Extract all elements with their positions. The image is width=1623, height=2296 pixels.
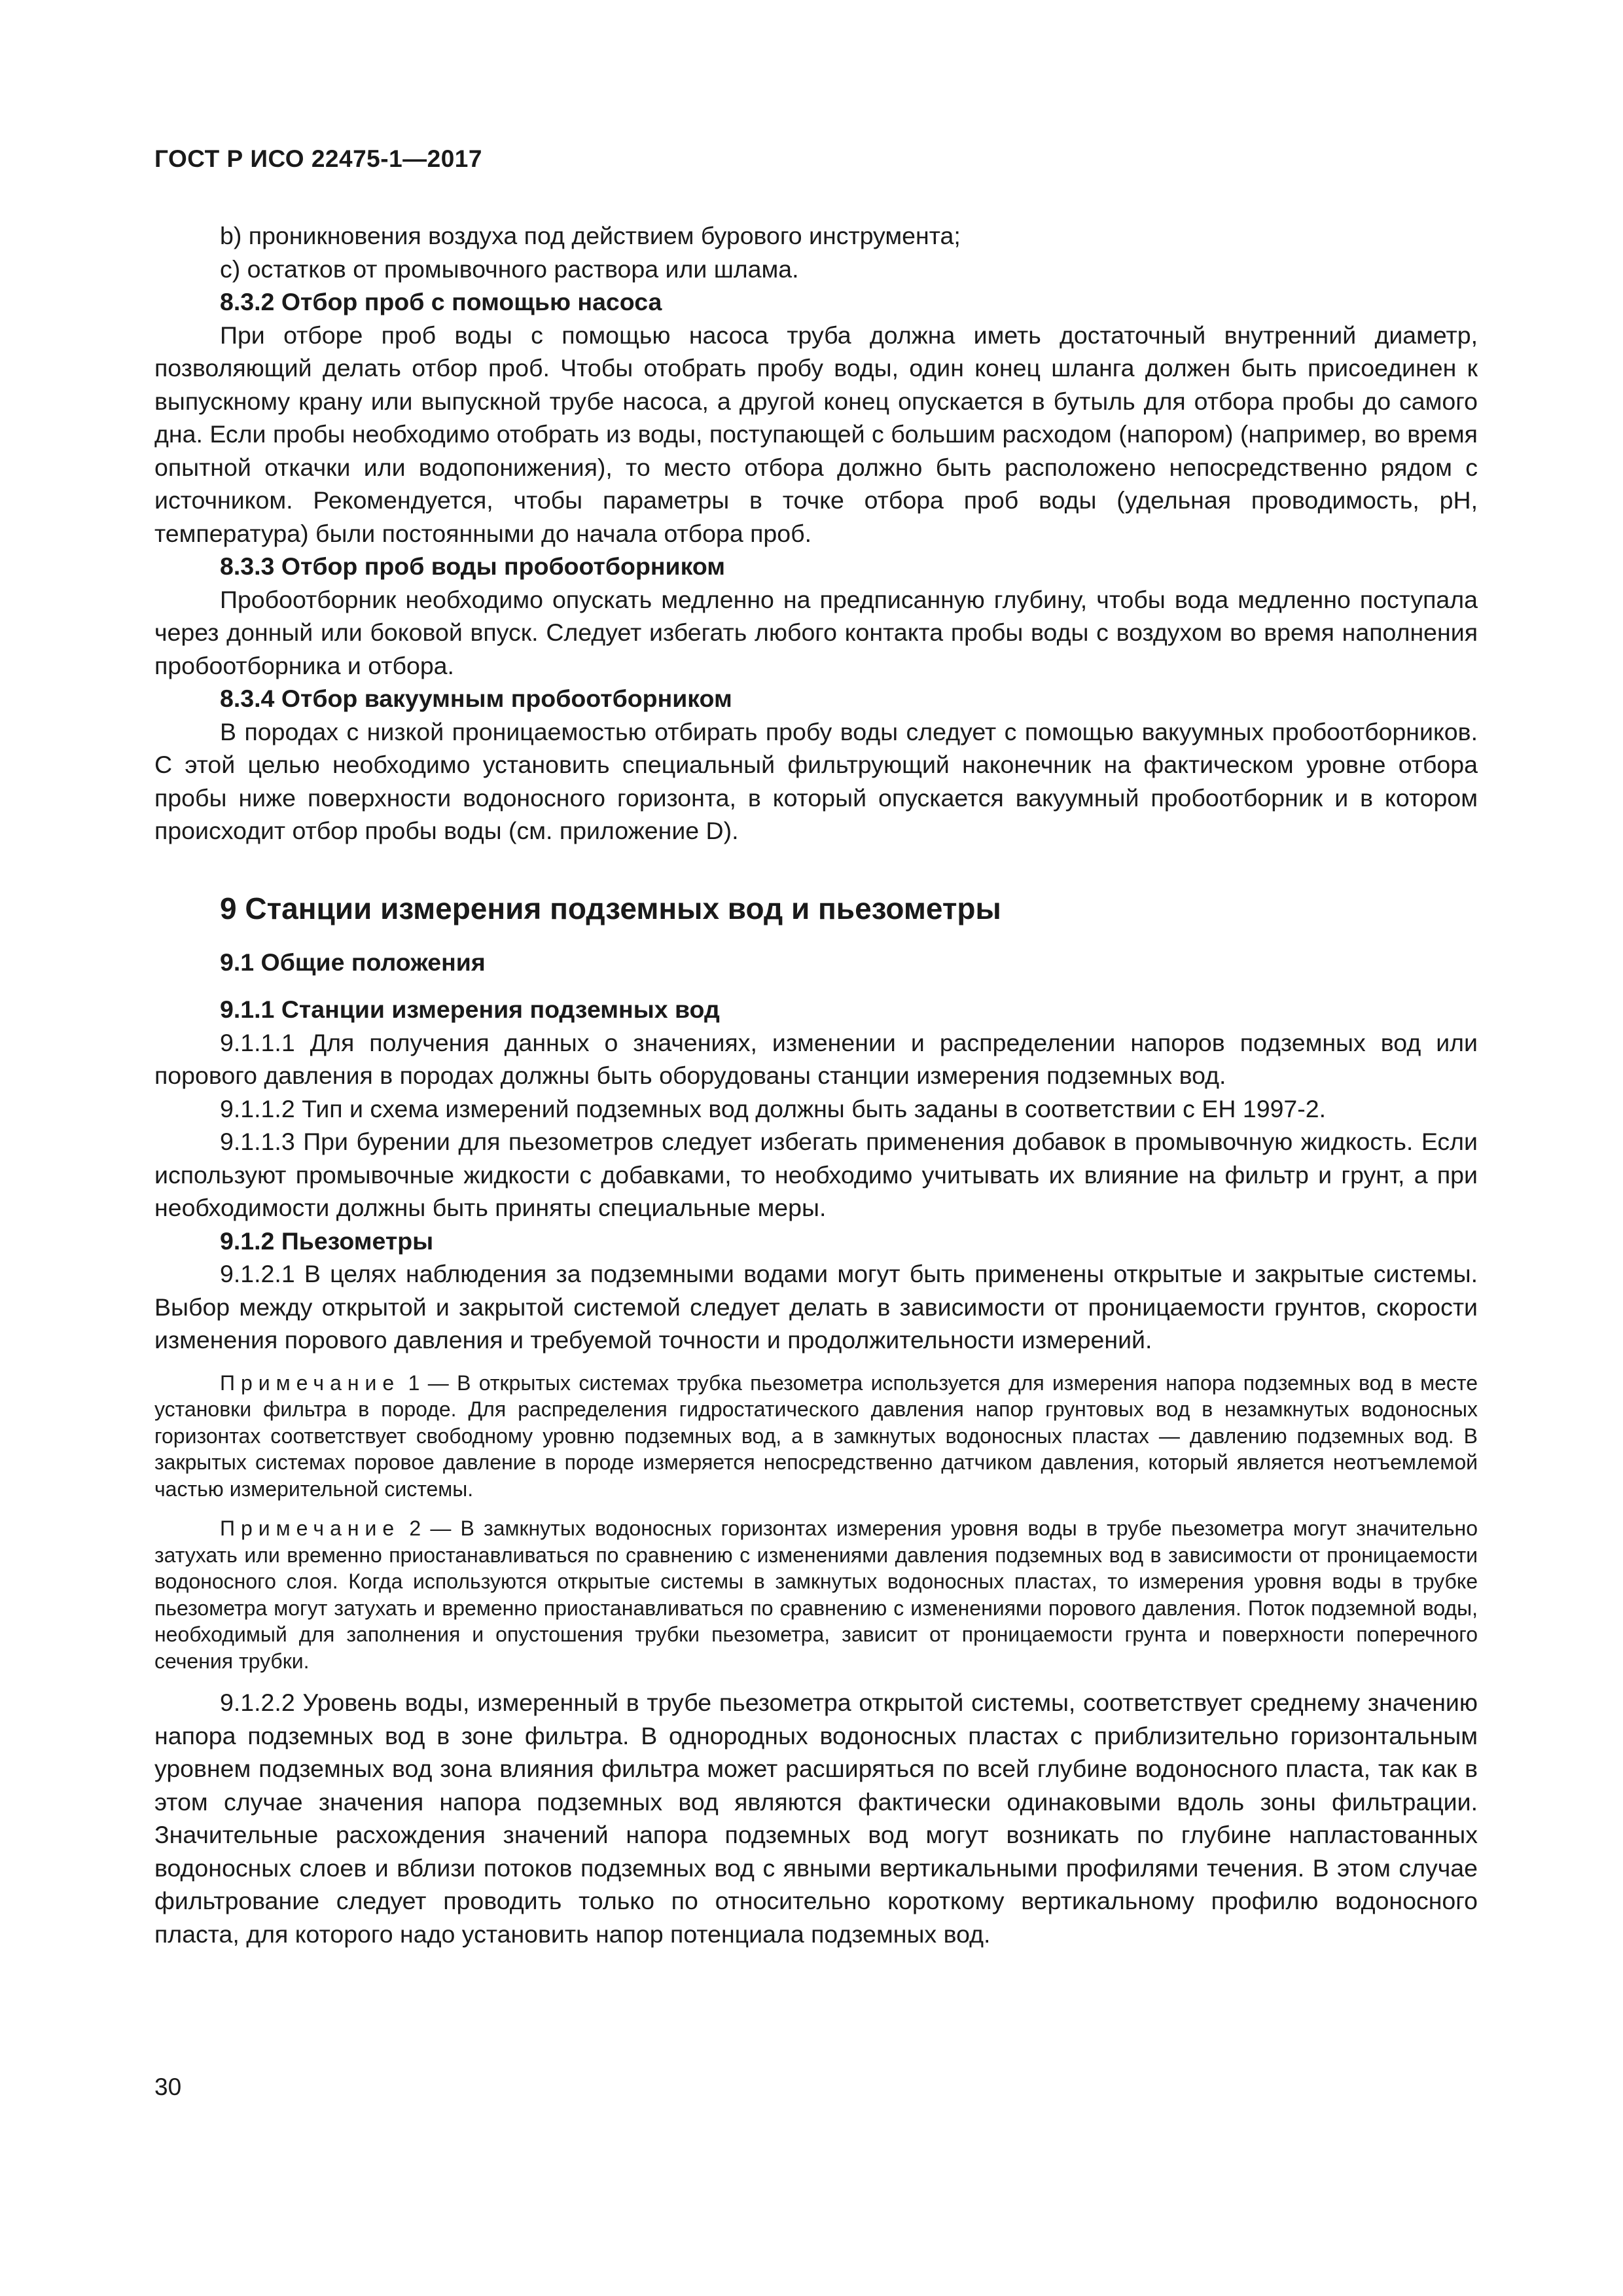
heading-8-3-2: 8.3.2 Отбор проб с помощью насоса bbox=[220, 288, 662, 315]
paragraph-9-1-1-1: 9.1.1.1 Для получения данных о значениях, изменении и распределении напоров подземных вод или порового давления в породах должны быть оборудованы станции измерения подземных вод. bbox=[154, 1028, 1478, 1089]
document-body bbox=[154, 219, 1478, 1950]
heading-9-1-1: 9.1.1 Станции измерения подземных вод bbox=[220, 996, 720, 1023]
paragraph-9-1-2-2: 9.1.2.2 Уровень воды, измеренный в трубе пьезометра открытой системы, соответствует среднему значению напора подземных вод в зоне фильтра. В однородных водоносных пластах с приблизительно горизонтальным уровнем подземных вод зона влияния фильтра может расширяться по всей глубине водоносного пласта, так как в этом случае значения напора подземных вод являются фактически одинаковыми вдоль зоны фильтрации. Значительные расхождения значений напора подземных вод могут возникать по глубине напластованных водоносных слоев и вблизи потоков подземных вод с явными вертикальными профилями течения. В этом случае фильтрование следует проводить только по относительно короткому вертикальному профилю водоносного пласта, для которого надо установить напор потенциала подземных вод. bbox=[154, 1689, 1478, 1948]
subsection-title-9-1: 9.1 Общие положения bbox=[220, 948, 486, 976]
paragraph-8-3-2: При отборе проб воды с помощью насоса труба должна иметь достаточный внутренний диаметр, позволяющий делать отбор проб. Чтобы отобрать пробу воды, один конец шланга должен быть присоединен к выпускному крану или выпускной трубе насоса, а другой конец опускается в бутыль для отбора пробы до самого дна. Если пробы необходимо отобрать из воды, поступающей с большим расходом (напором) (например, во время опытной откачки или водопонижения), то место отбора должно быть расположено непосредственно рядом с источником. Рекомендуется, чтобы параметры в точке отбора проб воды (удельная проводимость, pH, температура) были постоянными до начала отбора проб. bbox=[154, 321, 1478, 547]
paragraph-9-1-1-3: 9.1.1.3 При бурении для пьезометров следует избегать применения добавок в промывочную жидкость. Если используют промывочные жидкости с добавками, то необходимо учитывать их влияние на фильтр и грунт, а при необходимости должны быть приняты специальные меры. bbox=[154, 1128, 1478, 1221]
heading-8-3-4: 8.3.4 Отбор вакуумным пробоотборником bbox=[220, 685, 732, 712]
list-item-c: c) остатков от промывочного раствора или шлама. bbox=[220, 255, 799, 283]
list-item-b: b) проникновения воздуха под действием бурового инструмента; bbox=[220, 222, 961, 249]
note-1 bbox=[154, 1370, 1478, 1503]
note-2 bbox=[154, 1515, 1478, 1674]
document-header: ГОСТ Р ИСО 22475-1—2017 bbox=[154, 145, 482, 172]
note-1-label: Примечание bbox=[220, 1371, 401, 1395]
paragraph-8-3-3: Пробоотборник необходимо опускать медленно на предписанную глубину, чтобы вода медленно поступала через донный или боковой впуск. Следует избегать любого контакта пробы воды с воздухом во время наполнения пробоотборника и отбора. bbox=[154, 585, 1478, 679]
note-2-label: Примечание bbox=[220, 1516, 401, 1540]
heading-8-3-3: 8.3.3 Отбор проб воды пробоотборником bbox=[220, 552, 725, 580]
note-2-text: 2 — В замкнутых водоносных горизонтах измерения уровня воды в трубе пьезометра могут значительно затухать или временно приостанавливаться по сравнению с изменениями давления подземных вод в зависимости от проницаемости водоносного слоя. Когда используются открытые системы в замкнутых водоносных пластах, то измерения уровня воды в трубке пьезометра могут затухать и временно приостанавливаться по сравнению с изменениями порового давления. Поток подземной воды, необходимый для заполнения и опустошения трубки пьезометра, зависит от проницаемости грунта и поверхности поперечного сечения трубки. bbox=[154, 1516, 1478, 1673]
paragraph-9-1-1-2: 9.1.1.2 Тип и схема измерений подземных вод должны быть заданы в соответствии с ЕН 1997-2. bbox=[220, 1094, 1327, 1122]
section-title-9: 9 Станции измерения подземных вод и пьезометры bbox=[220, 891, 1001, 925]
paragraph-9-1-2-1: 9.1.2.1 В целях наблюдения за подземными водами могут быть применены открытые и закрытые системы. Выбор между открытой и закрытой системой следует делать в зависимости от проницаемости грунтов, скорости изменения порового давления и требуемой точности и продолжительности измерений. bbox=[154, 1260, 1478, 1354]
note-1-text: 1 — В открытых системах трубка пьезометра используется для измерения напора подземных вод в месте установки фильтра в породе. Для распределения гидростатического давления напор грунтовых вод в незамкнутых водоносных горизонтах соответствует свободному уровню подземных вод, а в замкнутых водоносных пластах — давлению подземных вод. В закрытых системах поровое давление в породе измеряется непосредственно датчиком давления, который является неотъемлемой частью измерительной системы. bbox=[154, 1371, 1478, 1501]
paragraph-8-3-4: В породах с низкой проницаемостью отбирать пробу воды следует с помощью вакуумных пробоотборников. С этой целью необходимо установить специальный фильтрующий наконечник на фактическом уровне отбора пробы ниже поверхности водоносного горизонта, в который опускается вакуумный пробоотборник и в котором происходит отбор пробы воды (см. приложение D). bbox=[154, 717, 1478, 844]
page-number: 30 bbox=[154, 2073, 182, 2100]
heading-9-1-2: 9.1.2 Пьезометры bbox=[220, 1227, 434, 1255]
